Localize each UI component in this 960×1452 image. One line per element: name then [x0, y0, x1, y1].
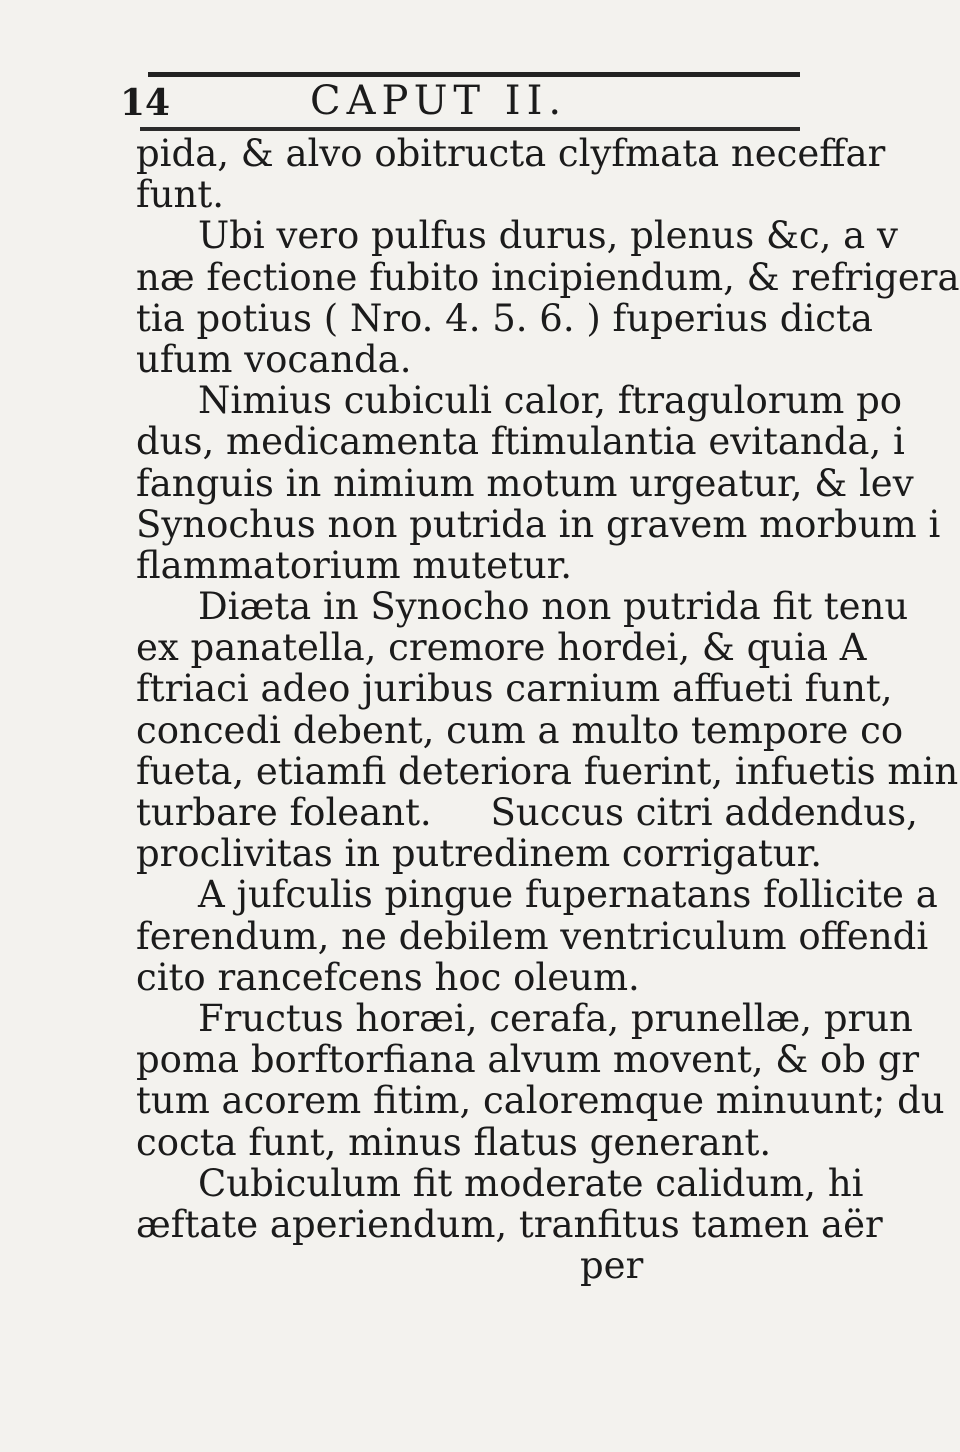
text-line: dus, medicamenta ftimulantia evitanda, i	[136, 420, 905, 464]
text-line: concedi debent, cum a multo tempore co	[136, 708, 904, 752]
text-line: Fructus horæi, cerafa, prunellæ, prun	[198, 996, 913, 1040]
running-head: CAPUT II.	[310, 78, 568, 124]
text-line: proclivitas in putredinem corrigatur.	[136, 832, 822, 876]
text-line: pida, & alvo obitructa clyfmata neceffar	[136, 132, 886, 175]
text-line: turbare foleant. Succus citri addendus,	[136, 791, 918, 834]
text-line: fanguis in nimium motum urgeatur, & lev	[136, 461, 914, 505]
text-line: ftriaci adeo juribus carnium affueti funt,	[136, 667, 893, 711]
page-header	[120, 78, 800, 124]
text-line: cito rancefcens hoc oleum.	[136, 955, 640, 999]
catchword: per	[580, 1244, 644, 1288]
text-line: fueta, etiamfi deteriora fuerint, infuetis min	[136, 749, 959, 793]
text-line: Ubi vero pulfus durus, plenus &c, a v	[198, 214, 898, 258]
text-line: cocta funt, minus flatus generant.	[136, 1120, 772, 1164]
text-line: Cubiculum fit moderate calidum, hi	[198, 1161, 864, 1205]
text-line: flammatorium mutetur.	[136, 543, 573, 587]
text-line: Diæta in Synocho non putrida fit tenu	[198, 585, 909, 629]
text-line: æftate aperiendum, tranfitus tamen aër	[136, 1202, 883, 1246]
body-text	[136, 132, 960, 1288]
text-line: funt.	[136, 173, 224, 217]
text-line: tia potius ( Nro. 4. 5. 6. ) fuperius dicta	[136, 296, 873, 340]
text-line: ferendum, ne debilem ventriculum offendi	[136, 914, 929, 958]
text-line: Nimius cubiculi calor, ftragulorum po	[198, 379, 903, 423]
header-rule	[140, 127, 800, 131]
text-line: A jufculis pingue fupernatans follicite a	[198, 873, 938, 917]
text-line: poma borftorfiana alvum movent, & ob gr	[136, 1038, 920, 1082]
page-number: 14	[120, 82, 171, 124]
text-line: Synochus non putrida in gravem morbum i	[136, 502, 941, 546]
text-line: tum acorem fitim, caloremque minuunt; du	[136, 1079, 945, 1123]
text-line: næ fectione fubito incipiendum, & refrigera	[136, 255, 960, 299]
top-rule	[148, 72, 800, 77]
text-line: ex panatella, cremore hordei, & quia A	[136, 626, 867, 670]
text-line: ufum vocanda.	[136, 337, 412, 381]
